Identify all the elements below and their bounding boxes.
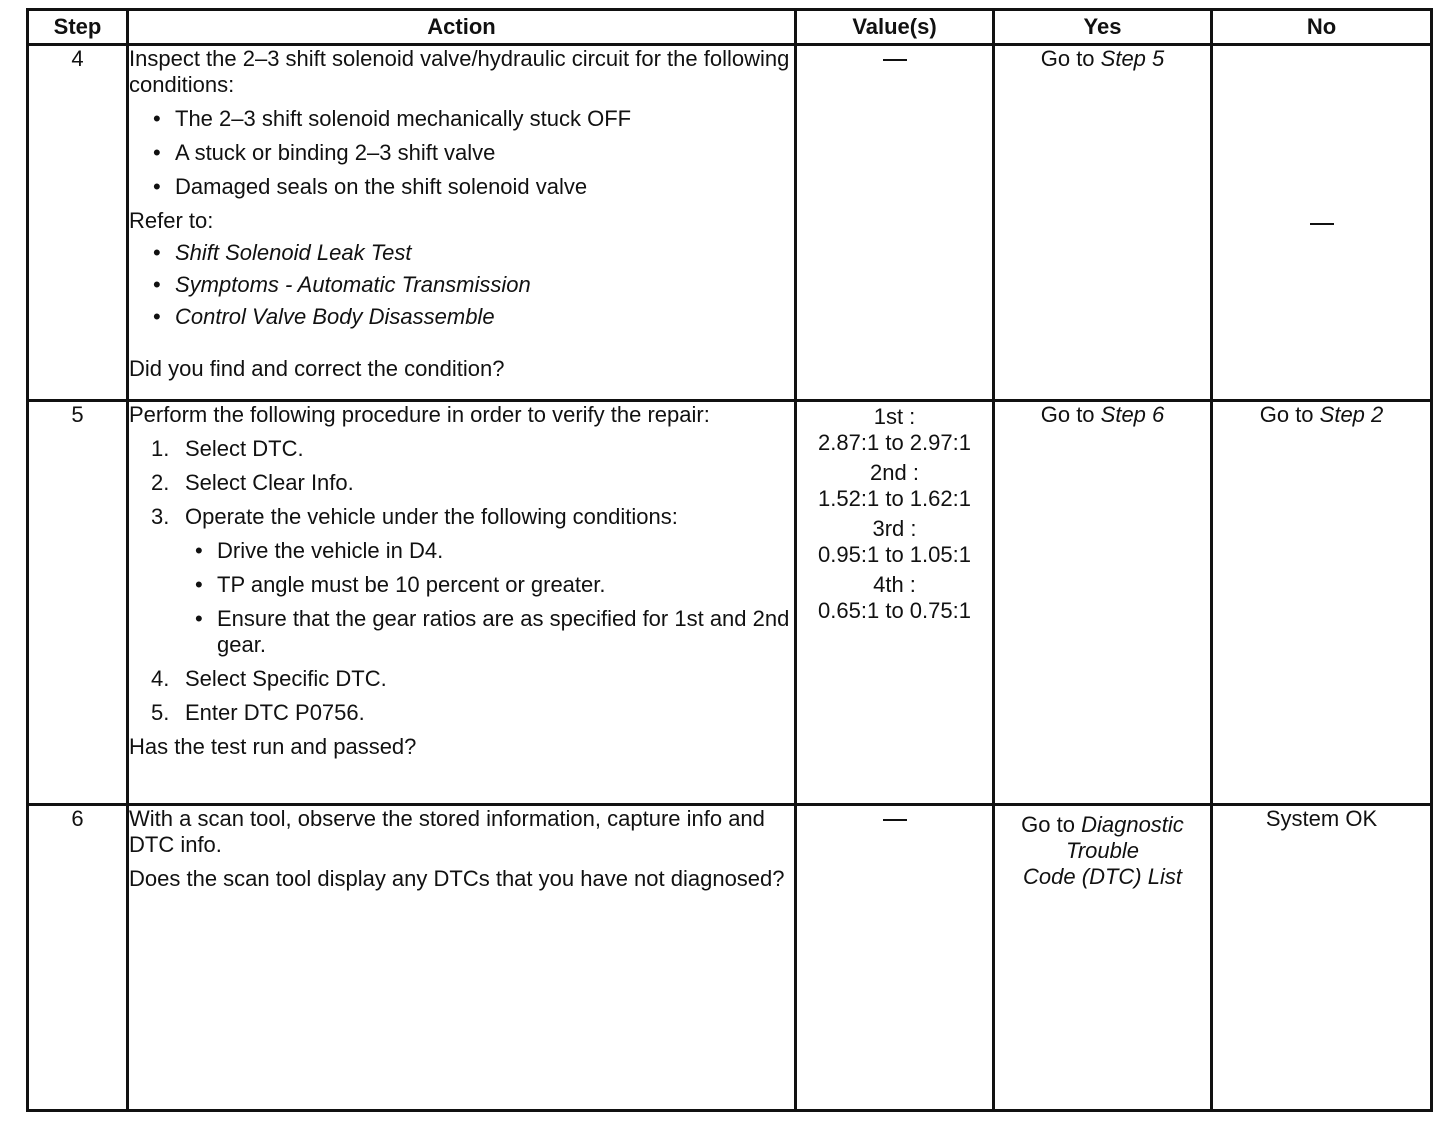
yes-cell xyxy=(994,401,1212,805)
values-cell xyxy=(796,45,994,401)
reference-link-text[interactable]: Shift Solenoid Leak Test xyxy=(175,240,412,265)
yes-cell xyxy=(994,45,1212,401)
values-cell xyxy=(796,401,994,805)
reference-link-text[interactable]: Symptoms - Automatic Transmission xyxy=(175,272,531,297)
yes-step-link[interactable]: Step 5 xyxy=(1100,46,1165,71)
header-action: Action xyxy=(128,10,796,45)
action-intro: Inspect the 2–3 shift solenoid valve/hydraulic circuit for the following conditions: xyxy=(129,46,790,97)
yes-step-link[interactable]: Step 6 xyxy=(1100,402,1165,427)
no-value-dash xyxy=(883,819,907,821)
procedure-condition: • Ensure that the gear ratios are as specified for 1st and 2nd gear. xyxy=(195,606,794,658)
step-number: 5 xyxy=(28,401,128,805)
procedure-condition: • Drive the vehicle in D4. xyxy=(195,538,794,564)
no-cell xyxy=(1212,45,1432,401)
step-number: 4 xyxy=(28,45,128,401)
yes-dtc-list-link[interactable]: Trouble xyxy=(1066,838,1139,863)
gear-ratio: 1st : 2.87:1 to 2.97:1 xyxy=(818,404,971,455)
action-question: Does the scan tool display any DTCs that you have not diagnosed? xyxy=(129,866,785,891)
gear-ratio: 2nd : 1.52:1 to 1.62:1 xyxy=(818,460,971,511)
reference-link-text[interactable]: Control Valve Body Disassemble xyxy=(175,304,495,329)
no-prefix: Go to xyxy=(1259,402,1320,427)
procedure-step: 3. Operate the vehicle under the following conditions: xyxy=(151,504,678,529)
reference-link[interactable] xyxy=(153,240,794,266)
reference-link[interactable] xyxy=(153,272,794,298)
header-step: Step xyxy=(28,10,128,45)
reference-link[interactable] xyxy=(153,304,794,330)
step-number: 6 xyxy=(28,805,128,1111)
table-row-step-4 xyxy=(28,45,1432,401)
procedure-step: 2. Select Clear Info. xyxy=(151,470,354,495)
table-row-step-6 xyxy=(28,805,1432,1111)
header-no: No xyxy=(1212,10,1432,45)
yes-dtc-list-link[interactable]: Code (DTC) List xyxy=(1023,864,1182,889)
procedure-condition: • TP angle must be 10 percent or greater. xyxy=(195,572,794,598)
yes-prefix: Go to xyxy=(1040,46,1101,71)
values-cell xyxy=(796,805,994,1111)
condition-item: • A stuck or binding 2–3 shift valve xyxy=(153,140,794,166)
procedure-step: 5. Enter DTC P0756. xyxy=(151,700,365,725)
header-row xyxy=(28,10,1432,45)
diagnostic-table xyxy=(26,8,1433,1112)
table-row-step-5 xyxy=(28,401,1432,805)
action-cell xyxy=(128,805,796,1111)
procedure-step: 1. Select DTC. xyxy=(151,436,304,461)
no-value-dash xyxy=(1310,223,1334,225)
action-question: Did you find and correct the condition? xyxy=(129,356,505,381)
procedure-step: 4. Select Specific DTC. xyxy=(151,666,387,691)
condition-item: • Damaged seals on the shift solenoid valve xyxy=(153,174,794,200)
header-yes: Yes xyxy=(994,10,1212,45)
condition-item: • The 2–3 shift solenoid mechanically stuck OFF xyxy=(153,106,794,132)
action-cell xyxy=(128,45,796,401)
header-values: Value(s) xyxy=(796,10,994,45)
system-ok-text: System OK xyxy=(1265,806,1378,831)
yes-prefix: Go to xyxy=(1021,812,1082,837)
action-text: With a scan tool, observe the stored information, capture info and DTC info. xyxy=(129,806,765,857)
action-cell xyxy=(128,401,796,805)
no-cell xyxy=(1212,805,1432,1111)
gear-ratio: 4th : 0.65:1 to 0.75:1 xyxy=(818,572,971,623)
yes-prefix: Go to xyxy=(1040,402,1101,427)
no-cell xyxy=(1212,401,1432,805)
yes-cell xyxy=(994,805,1212,1111)
refer-label: Refer to: xyxy=(129,208,214,233)
gear-ratio: 3rd : 0.95:1 to 1.05:1 xyxy=(818,516,971,567)
no-value-dash xyxy=(883,59,907,61)
action-question: Has the test run and passed? xyxy=(129,734,417,759)
no-step-link[interactable]: Step 2 xyxy=(1319,402,1384,427)
yes-dtc-list-link[interactable]: Diagnostic xyxy=(1081,812,1184,837)
action-intro: Perform the following procedure in order to verify the repair: xyxy=(129,402,710,427)
